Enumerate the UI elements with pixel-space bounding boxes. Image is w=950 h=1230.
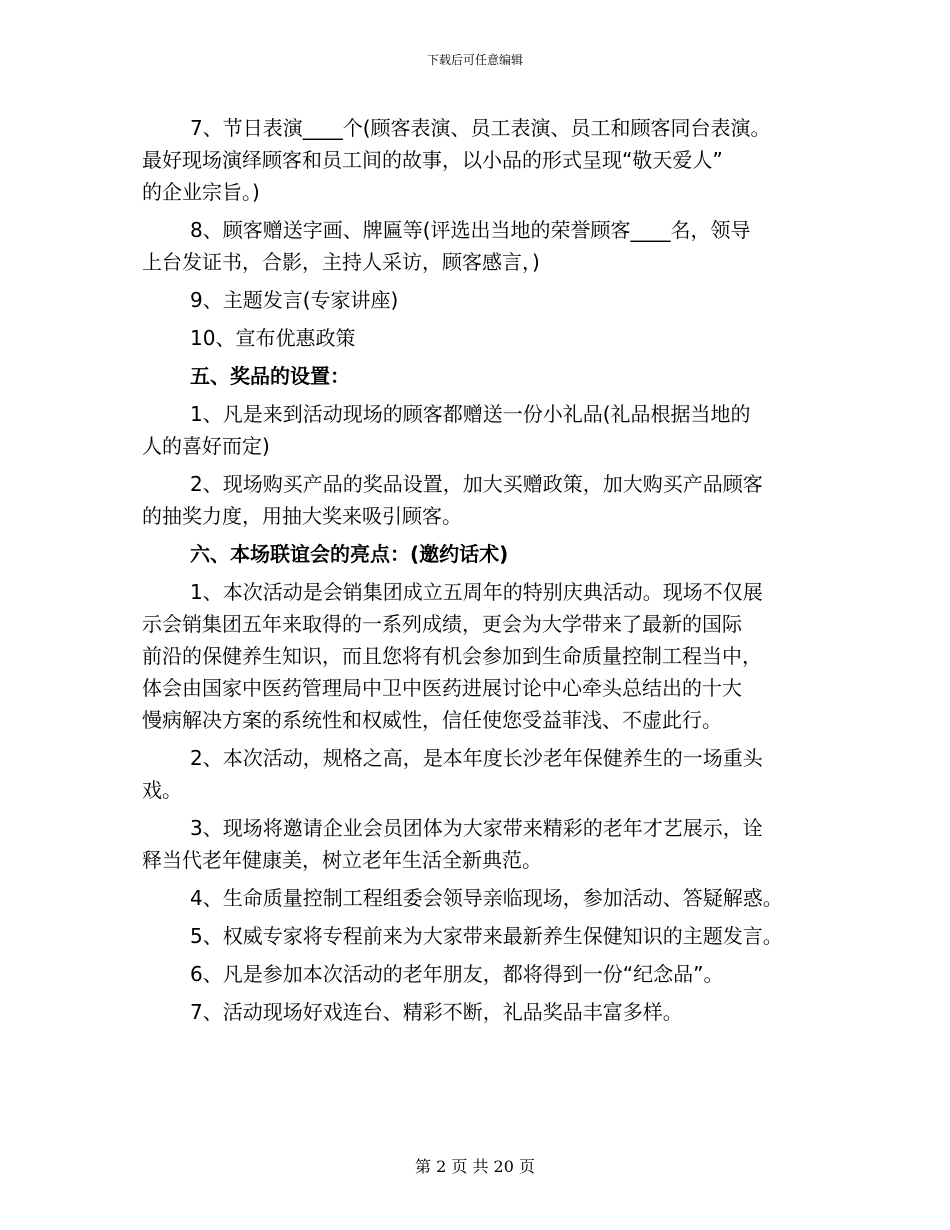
- paragraph-line: 1、本次活动是会销集团成立五周年的特别庆典活动。现场不仅展: [190, 580, 763, 604]
- paragraph-line: 六、本场联谊会的亮点：(邀约话术): [190, 542, 509, 566]
- paragraph-line: 戏。: [142, 778, 182, 802]
- list-item: [142, 882, 832, 914]
- paragraph-line: 10、宣布优惠政策: [190, 326, 356, 350]
- paragraph-line: 的抽奖力度，用抽大奖来吸引顾客。: [142, 504, 462, 528]
- list-item: [142, 214, 832, 278]
- paragraph-line: 8、顾客赠送字画、牌匾等(评选出当地的荣誉顾客____名，领导: [190, 218, 751, 242]
- paragraph-line: 最好现场演绎顾客和员工间的故事，以小品的形式呈现“敬天爱人”: [142, 148, 723, 172]
- list-item: [142, 958, 832, 990]
- list-item: [142, 576, 832, 736]
- section-heading: [142, 538, 832, 570]
- list-item: [142, 742, 832, 806]
- list-item: [142, 284, 832, 316]
- paragraph-line: 五、奖品的设置：: [190, 364, 350, 388]
- paragraph-line: 1、凡是来到活动现场的顾客都赠送一份小礼品(礼品根据当地的: [190, 402, 751, 426]
- list-item: [142, 322, 832, 354]
- list-item: [142, 996, 832, 1028]
- paragraph-line: 上台发证书，合影，主持人采访，顾客感言，): [142, 250, 540, 274]
- paragraph-line: 人的喜好而定): [142, 434, 270, 458]
- paragraph-line: 体会由国家中医药管理局中卫中医药进展讨论中心牵头总结出的十大: [142, 676, 742, 700]
- paragraph-line: 示会销集团五年来取得的一系列成绩，更会为大学带来了最新的国际: [142, 612, 742, 636]
- paragraph-line: 前沿的保健养生知识，而且您将有机会参加到生命质量控制工程当中，: [142, 644, 762, 668]
- paragraph-line: 慢病解决方案的系统性和权威性，信任使您受益菲浅、不虚此行。: [142, 708, 722, 732]
- paragraph-line: 释当代老年健康美，树立老年生活全新典范。: [142, 848, 542, 872]
- paragraph-line: 2、本次活动，规格之高，是本年度长沙老年保健养生的一场重头: [190, 746, 763, 770]
- paragraph-line: 6、凡是参加本次活动的老年朋友，都将得到一份“纪念品”。: [190, 962, 724, 986]
- list-item: [142, 398, 832, 462]
- paragraph-line: 9、主题发言(专家讲座): [190, 288, 399, 312]
- list-item: [142, 812, 832, 876]
- list-item: [142, 468, 832, 532]
- paragraph-line: 2、现场购买产品的奖品设置，加大买赠政策，加大购买产品顾客: [190, 472, 763, 496]
- page-header: 下载后可任意编辑: [426, 53, 523, 67]
- page-footer: 第 2 页 共 20 页: [415, 1157, 535, 1176]
- paragraph-line: 7、活动现场好戏连台、精彩不断，礼品奖品丰富多样。: [190, 1000, 683, 1024]
- list-item: [142, 112, 832, 208]
- paragraph-line: 4、生命质量控制工程组委会领导亲临现场，参加活动、答疑解惑。: [190, 886, 783, 910]
- section-heading: [142, 360, 832, 392]
- paragraph-line: 5、权威专家将专程前来为大家带来最新养生保健知识的主题发言。: [190, 924, 783, 948]
- list-item: [142, 920, 832, 952]
- document-body: [142, 112, 832, 1034]
- paragraph-line: 7、节日表演____个(顾客表演、员工表演、员工和顾客同台表演。: [190, 116, 771, 140]
- paragraph-line: 3、现场将邀请企业会员团体为大家带来精彩的老年才艺展示，诠: [190, 816, 763, 840]
- paragraph-line: 的企业宗旨。): [142, 180, 260, 204]
